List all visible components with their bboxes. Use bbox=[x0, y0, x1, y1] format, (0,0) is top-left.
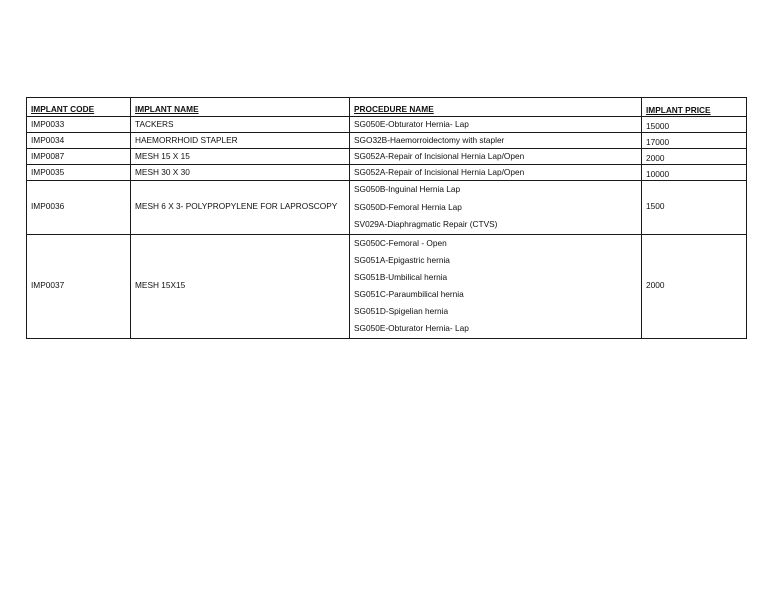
implant-name-cell: TACKERS bbox=[131, 117, 350, 133]
procedure-item: SG051C-Paraumbilical hernia bbox=[354, 289, 464, 300]
implant-code-cell: IMP0034 bbox=[27, 133, 131, 149]
table-row bbox=[27, 149, 747, 165]
implant-price-cell: 17000 bbox=[642, 133, 747, 149]
procedure-name-cell bbox=[350, 234, 642, 338]
implant-name-cell: MESH 30 X 30 bbox=[131, 165, 350, 181]
implant-price-cell: 2000 bbox=[642, 234, 747, 338]
table-row bbox=[27, 234, 747, 338]
implant-name-cell: MESH 15 X 15 bbox=[131, 149, 350, 165]
implant-name-cell: MESH 6 X 3- POLYPROPYLENE FOR LAPROSCOPY bbox=[131, 181, 350, 235]
implant-code-cell: IMP0035 bbox=[27, 165, 131, 181]
implant-code-cell: IMP0036 bbox=[27, 181, 131, 235]
procedure-item: SG051B-Umbilical hernia bbox=[354, 271, 448, 282]
procedure-name-cell bbox=[350, 181, 642, 235]
implant-code-cell: IMP0033 bbox=[27, 117, 131, 133]
implant-table bbox=[26, 97, 747, 339]
procedure-item: SG051D-Spigelian hernia bbox=[354, 306, 449, 317]
procedure-list bbox=[354, 235, 637, 338]
table-row bbox=[27, 165, 747, 181]
implant-price-cell: 15000 bbox=[642, 117, 747, 133]
header-implant-code: IMPLANT CODE bbox=[27, 98, 131, 117]
implant-code-cell: IMP0087 bbox=[27, 149, 131, 165]
implant-code-cell: IMP0037 bbox=[27, 234, 131, 338]
implant-name-cell: HAEMORRHOID STAPLER bbox=[131, 133, 350, 149]
procedure-list bbox=[354, 181, 637, 234]
procedure-name-cell: SGO32B-Haemorroidectomy with stapler bbox=[350, 133, 642, 149]
implant-price-sheet bbox=[26, 97, 746, 339]
procedure-item: SG050D-Femoral Hernia Lap bbox=[354, 201, 462, 212]
implant-name-cell: MESH 15X15 bbox=[131, 234, 350, 338]
table-header-row bbox=[27, 98, 747, 117]
implant-price-cell: 1500 bbox=[642, 181, 747, 235]
procedure-name-cell: SG052A-Repair of Incisional Hernia Lap/Open bbox=[350, 149, 642, 165]
procedure-item: SG050B-Inguinal Hernia Lap bbox=[354, 184, 461, 194]
table-row bbox=[27, 133, 747, 149]
header-procedure-name: PROCEDURE NAME bbox=[350, 98, 642, 117]
procedure-item: SG050E-Obturator Hernia- Lap bbox=[354, 323, 469, 334]
table-row bbox=[27, 117, 747, 133]
implant-price-cell: 2000 bbox=[642, 149, 747, 165]
header-implant-name: IMPLANT NAME bbox=[131, 98, 350, 117]
procedure-name-cell: SG050E-Obturator Hernia- Lap bbox=[350, 117, 642, 133]
procedure-item: SG050C-Femoral - Open bbox=[354, 237, 447, 248]
implant-price-cell: 10000 bbox=[642, 165, 747, 181]
header-implant-price: IMPLANT PRICE bbox=[642, 98, 747, 117]
table-row bbox=[27, 181, 747, 235]
procedure-name-cell: SG052A-Repair of Incisional Hernia Lap/Open bbox=[350, 165, 642, 181]
procedure-item: SG051A-Epigastric hernia bbox=[354, 254, 450, 265]
procedure-item: SV029A-Diaphragmatic Repair (CTVS) bbox=[354, 219, 498, 229]
